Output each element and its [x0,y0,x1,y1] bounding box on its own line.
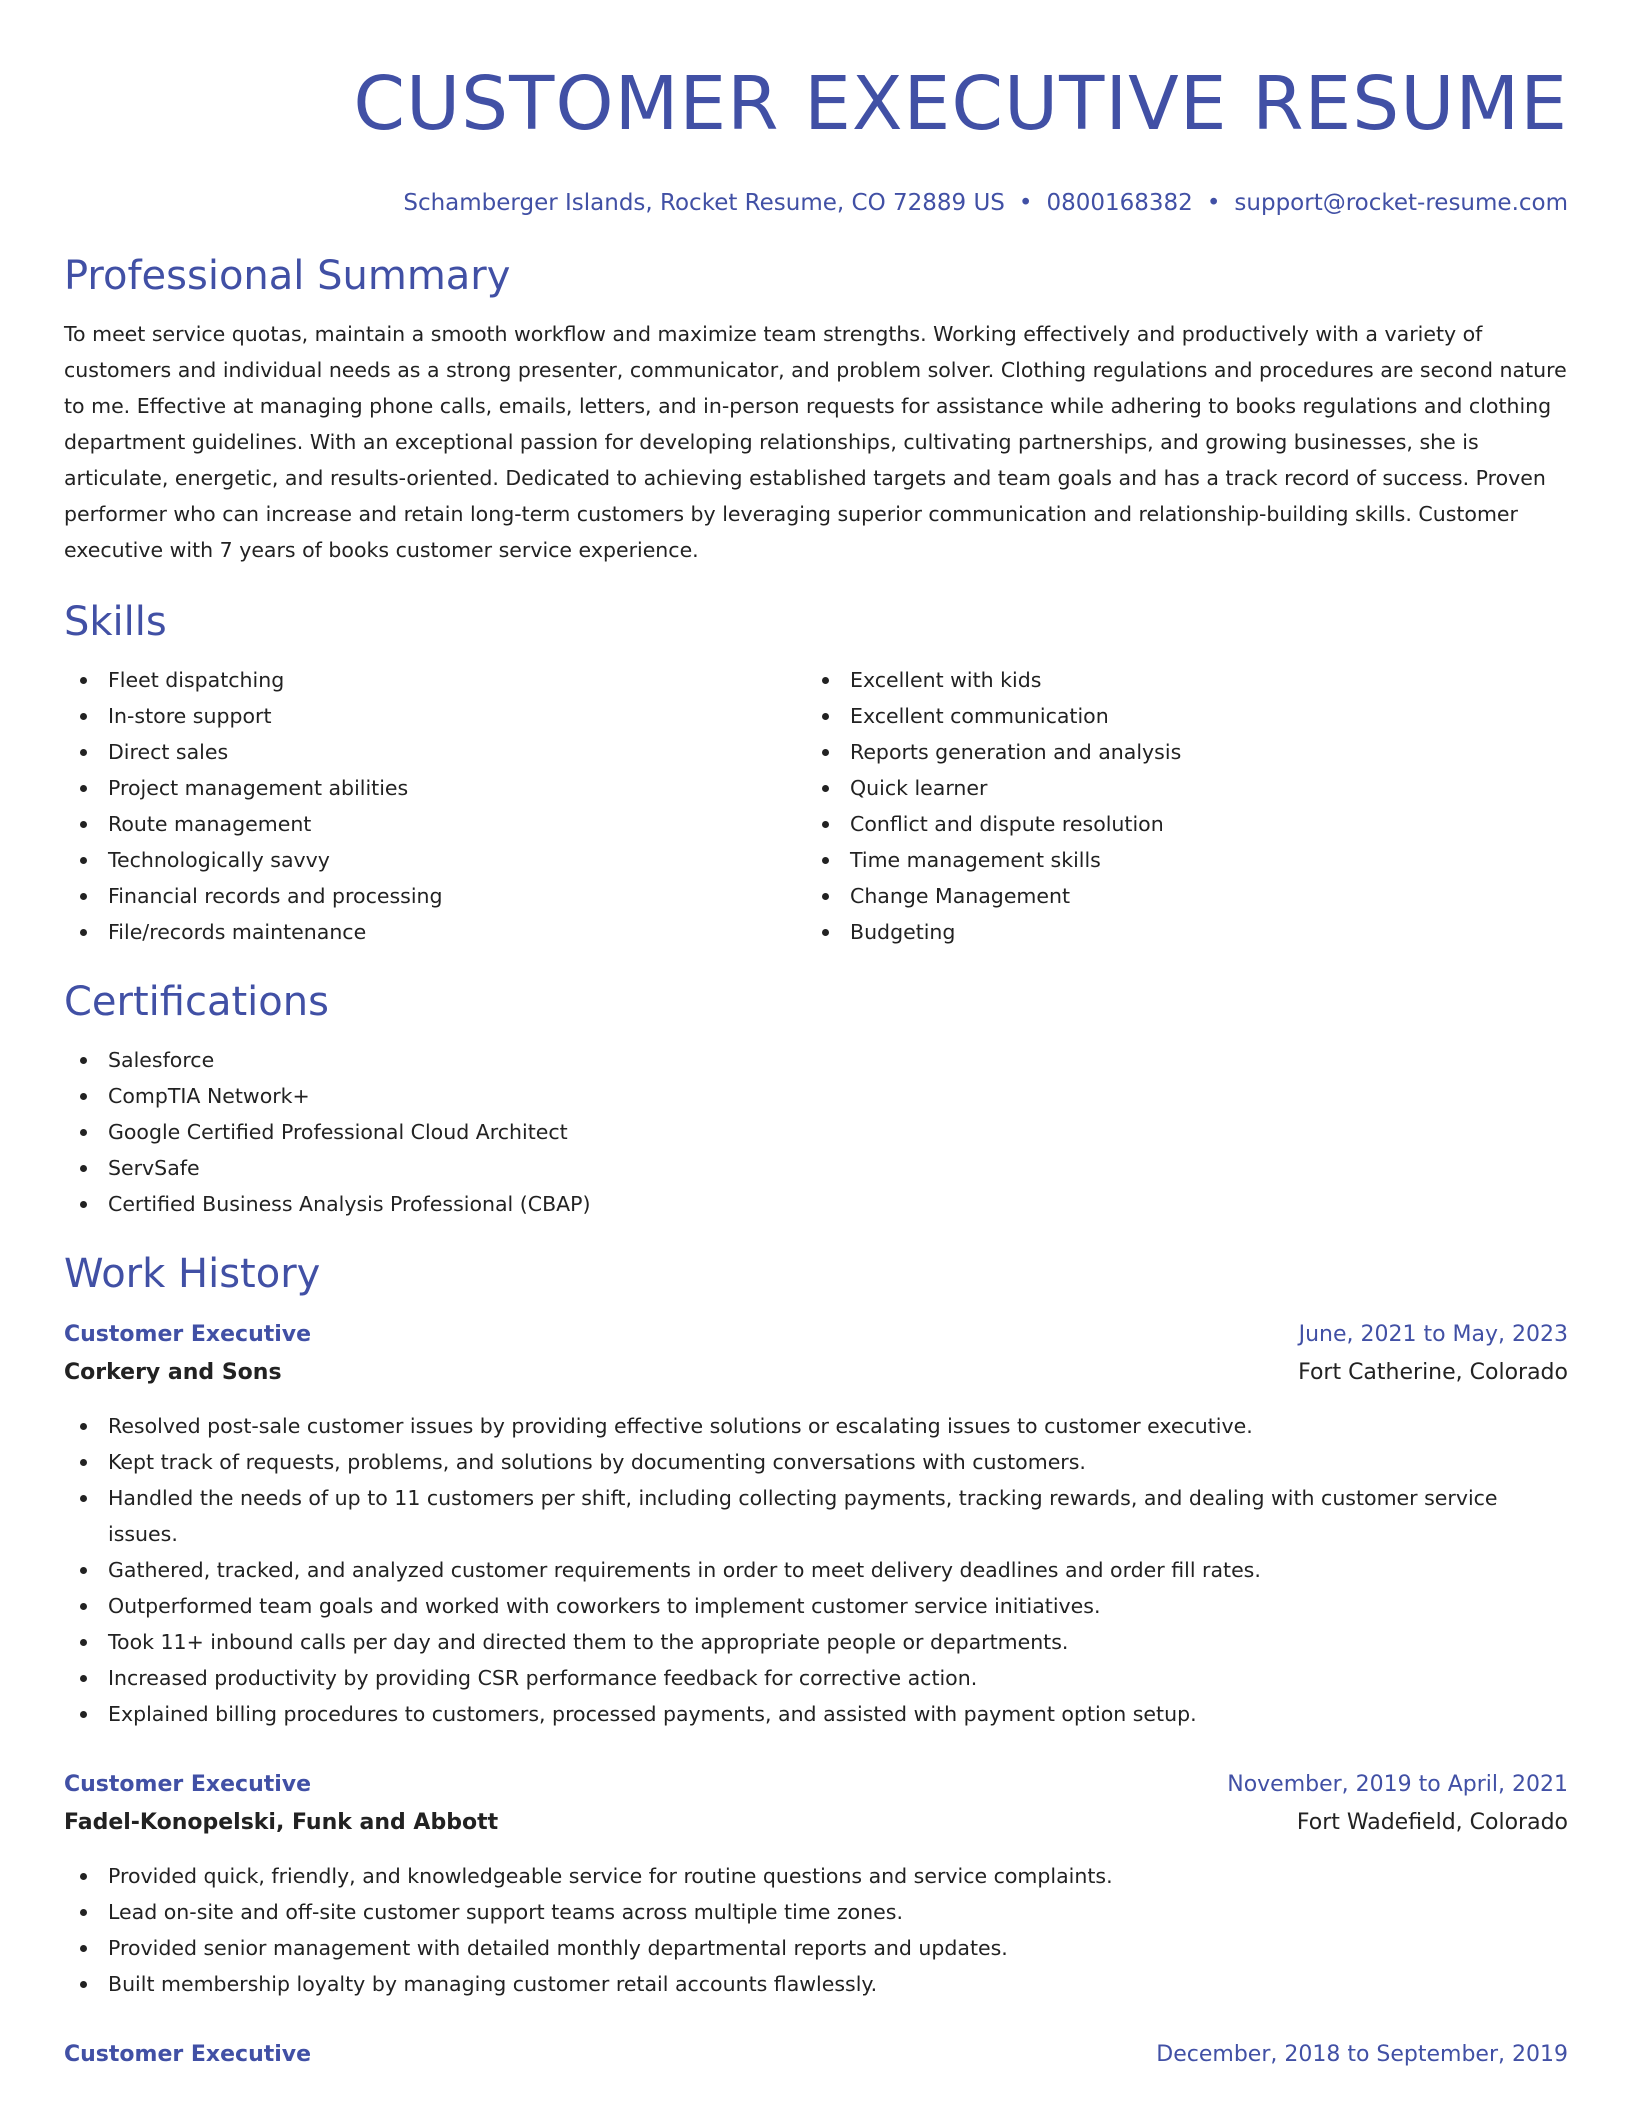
contact-email: support@rocket-resume.com [1234,190,1568,216]
job-location: Fort Wadefield, Colorado [1296,1810,1568,1835]
contact-separator: • [1018,190,1033,216]
resume-page [64,0,1568,2074]
skill-item: Fleet dispatching [64,662,806,698]
job-dates: June, 2021 to May, 2023 [1298,1322,1568,1347]
skill-item: Direct sales [64,734,806,770]
job-bullet: Took 11+ inbound calls per day and directed them to the appropriate people or departments. [64,1624,1568,1660]
job-location: Fort Catherine, Colorado [1298,1360,1568,1385]
skill-item: Budgeting [806,914,1548,950]
skill-item: Time management skills [806,842,1548,878]
contact-phone: 0800168382 [1046,190,1193,216]
skill-item: Route management [64,806,806,842]
job-header-row [64,2036,1568,2074]
certification-item: Google Certified Professional Cloud Architect [64,1114,1568,1150]
skill-item: Change Management [806,878,1548,914]
skill-item: Financial records and processing [64,878,806,914]
skill-item: Reports generation and analysis [806,734,1548,770]
job-bullets [64,1858,1568,2002]
skill-item: Quick learner [806,770,1548,806]
certification-item: Salesforce [64,1042,1568,1078]
skill-item: Project management abilities [64,770,806,806]
contact-line [64,186,1568,220]
certifications-heading: Certifications [64,979,329,1025]
job-bullet: Explained billing procedures to customers, processed payments, and assisted with payment option setup. [64,1696,1568,1732]
contact-separator: • [1206,190,1221,216]
job-bullets [64,1408,1568,1732]
job-bullet: Provided quick, friendly, and knowledgeable service for routine questions and service complaints. [64,1858,1568,1894]
certifications-list [64,1042,1568,1222]
job-bullet: Gathered, tracked, and analyzed customer requirements in order to meet delivery deadlines and order fill rates. [64,1552,1568,1588]
certification-item: Certified Business Analysis Professional (CBAP) [64,1186,1568,1222]
job-header-row [64,1316,1568,1354]
skill-item: Excellent with kids [806,662,1548,698]
job-company-row [64,1354,1568,1392]
skills-columns [64,662,1568,950]
job-dates: November, 2019 to April, 2021 [1227,1772,1568,1797]
skill-item: File/records maintenance [64,914,806,950]
job-bullet: Increased productivity by providing CSR performance feedback for corrective action. [64,1660,1568,1696]
summary-text: To meet service quotas, maintain a smooth workflow and maximize team strengths. Working effectively and productively with a variety of customers and individual needs as a strong presenter, communicator, and problem solver. Clothing regulations and procedures are second nature to me. Effective at managing phone calls, emails, letters, and in-person requests for assistance while adhering to books regulations and clothing department guidelines. With an exceptional passion for developing relationships, cultivating partnerships, and growing businesses, she is articulate, energetic, and results-oriented. Dedicated to achieving established targets and team goals and has a track record of success. Proven performer who can increase and retain long-term customers by leveraging superior communication and relationship-building skills. Customer executive with 7 years of books customer service experience. [64,322,1567,562]
certification-item: ServSafe [64,1150,1568,1186]
skills-list-right [806,662,1548,950]
skill-item: Conflict and dispute resolution [806,806,1548,842]
job-bullet: Handled the needs of up to 11 customers per shift, including collecting payments, tracking rewards, and dealing with customer service issues. [64,1480,1568,1552]
job-company: Corkery and Sons [64,1360,282,1385]
job-entry [64,1766,1568,2002]
job-dates: December, 2018 to September, 2019 [1156,2042,1568,2067]
job-header-row [64,1766,1568,1804]
job-entry [64,1316,1568,1732]
skills-list-left [64,662,806,950]
job-bullet: Resolved post-sale customer issues by providing effective solutions or escalating issues to customer executive. [64,1408,1568,1444]
job-title: Customer Executive [64,2042,312,2067]
work-history-heading: Work History [64,1251,321,1297]
job-bullet: Lead on-site and off-site customer support teams across multiple time zones. [64,1894,1568,1930]
job-bullet: Provided senior management with detailed monthly departmental reports and updates. [64,1930,1568,1966]
skills-heading: Skills [64,599,167,645]
resume-title: CUSTOMER EXECUTIVE RESUME [353,61,1568,147]
contact-address: Schamberger Islands, Rocket Resume, CO 72889 US [403,190,1005,216]
job-entry [64,2036,1568,2074]
job-company-row [64,1804,1568,1842]
skill-item: Excellent communication [806,698,1548,734]
certification-item: CompTIA Network+ [64,1078,1568,1114]
skill-item: Technologically savvy [64,842,806,878]
job-title: Customer Executive [64,1322,312,1347]
skill-item: In-store support [64,698,806,734]
job-company: Fadel-Konopelski, Funk and Abbott [64,1810,499,1835]
job-bullet: Built membership loyalty by managing customer retail accounts flawlessly. [64,1966,1568,2002]
job-bullet: Kept track of requests, problems, and solutions by documenting conversations with customers. [64,1444,1568,1480]
summary-heading: Professional Summary [64,253,511,299]
job-bullet: Outperformed team goals and worked with coworkers to implement customer service initiatives. [64,1588,1568,1624]
job-title: Customer Executive [64,1772,312,1797]
